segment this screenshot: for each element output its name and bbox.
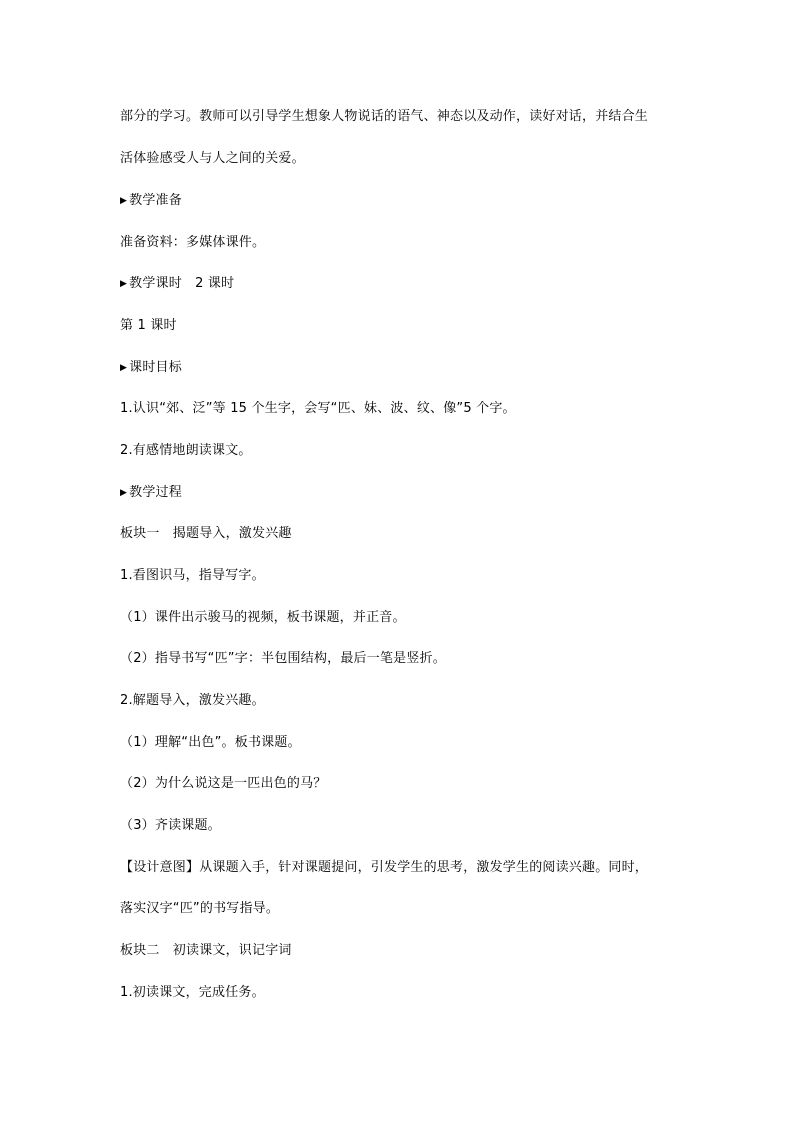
intro-paragraph-line-1: 部分的学习。教师可以引导学生想象人物说话的语气、神态以及动作，读好对话，并结合生 <box>120 109 649 124</box>
design-intent-line-1: 【设计意图】从课题入手，针对课题提问，引发学生的思考，激发学生的阅读兴趣。同时， <box>120 860 649 875</box>
step-1-substep-a: （1）课件出示骏马的视频，板书课题，并正音。 <box>120 610 406 625</box>
step-2-substep-b: （2）为什么说这是一匹出色的马？ <box>120 776 327 791</box>
step-1-substep-b: （2）指导书写“匹”字：半包围结构，最后一笔是竖折。 <box>120 651 446 666</box>
step-2: 2.解题导入，激发兴趣。 <box>120 693 265 708</box>
step-2-substep-a: （1）理解“出色”。板书课题。 <box>120 735 301 750</box>
step-3: 1.初读课文，完成任务。 <box>120 985 265 1000</box>
section-heading-teaching-hours <box>120 276 700 292</box>
goal-item-2: 2.有感情地朗读课文。 <box>120 443 252 458</box>
step-1: 1.看图识马，指导写字。 <box>120 568 265 583</box>
step-2-substep-c: （3）齐读课题。 <box>120 818 221 833</box>
section-heading-label: 教学课时 2 课时 <box>129 276 235 291</box>
design-intent-line-2: 落实汉字“匹”的书写指导。 <box>120 901 280 916</box>
section-heading-teaching-process <box>120 485 700 501</box>
section-heading-label: 教学过程 <box>129 485 182 500</box>
triangle-bullet-icon: ▶ <box>120 279 128 289</box>
block-2-title: 板块二 初读课文，识记字词 <box>120 943 292 958</box>
section-heading-label: 课时目标 <box>129 360 182 375</box>
preparation-text: 准备资料：多媒体课件。 <box>120 235 266 250</box>
goal-item-1: 1.认识“郊、泛”等 15 个生字，会写“匹、妹、波、纹、像”5 个字。 <box>120 401 516 416</box>
triangle-bullet-icon: ▶ <box>120 363 128 373</box>
section-heading-label: 教学准备 <box>129 193 182 208</box>
triangle-bullet-icon: ▶ <box>120 488 128 498</box>
lesson-title: 第 1 课时 <box>120 318 177 333</box>
section-heading-lesson-goals <box>120 360 700 376</box>
intro-paragraph-line-2: 活体验感受人与人之间的关爱。 <box>120 151 305 166</box>
triangle-bullet-icon: ▶ <box>120 196 128 206</box>
block-1-title: 板块一 揭题导入，激发兴趣 <box>120 526 292 541</box>
section-heading-teaching-preparation <box>120 193 700 209</box>
